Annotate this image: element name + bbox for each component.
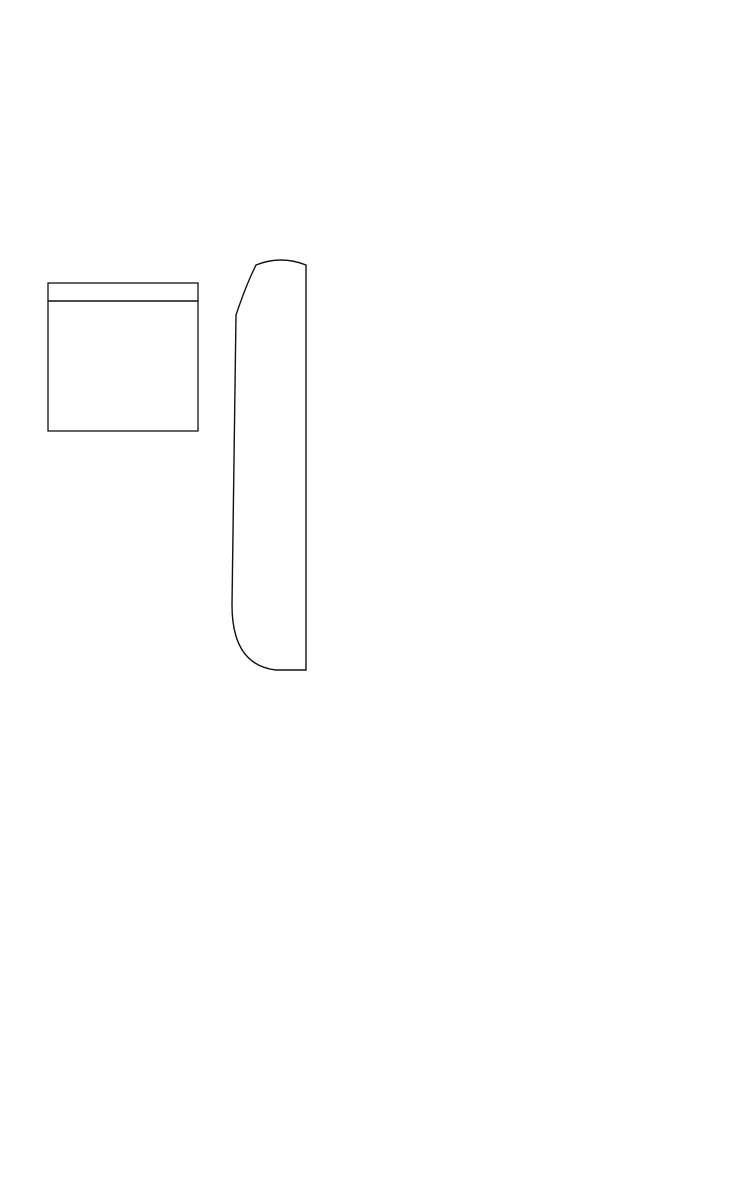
page-header: [36, 28, 701, 54]
figure-illustration: [36, 245, 326, 675]
figure-1-drawing: [48, 283, 198, 431]
lichen-drawing: [36, 245, 326, 675]
figure-2-drawing: [232, 260, 306, 670]
